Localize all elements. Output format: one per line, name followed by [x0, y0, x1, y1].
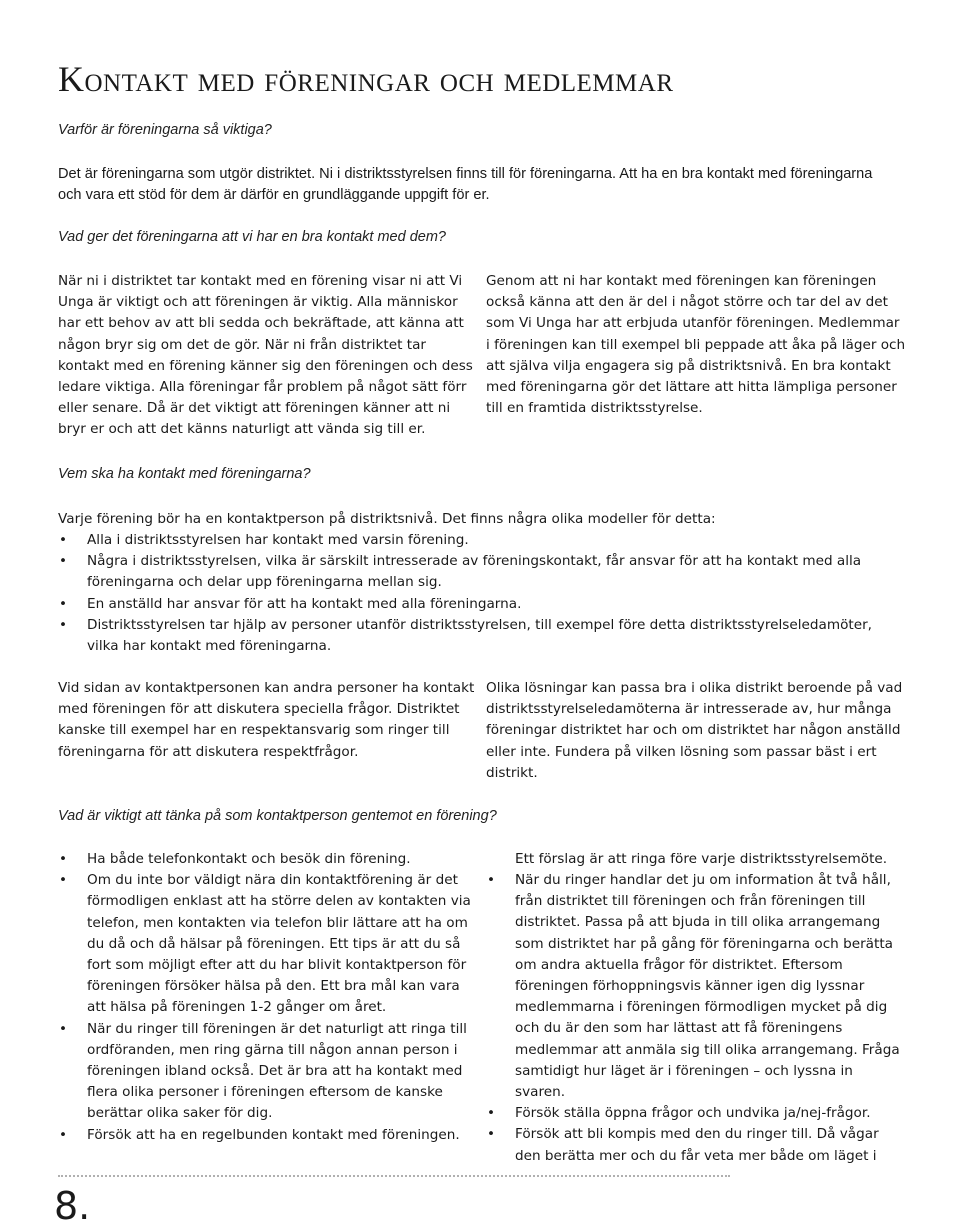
models-intro: Varje förening bör ha en kontaktperson på distriktsnivå. Det finns några olika modeller för detta: — [58, 511, 716, 527]
intro-paragraph: Det är föreningarna som utgör distriktet. Ni i distriktsstyrelsen finns till för föreningarna. Att ha en bra kontakt med föreningarna och vara ett stöd för dem är därför en grundläggande uppgift för er. — [58, 166, 873, 204]
list-item: • Försök ställa öppna frågor och undvika ja/nej-frågor. — [486, 1103, 902, 1124]
contact-benefit-left-paragraph: När ni i distriktet tar kontakt med en förening visar ni att Vi Unga är viktigt och att föreningen är viktig. Alla människor har ett behov av att bli sedda och bekräftade, att känna att någon bryr sig om det de gör. När ni från distriktet tar kontakt med en förening känner sig den föreningen och dess ledare viktiga. Alla föreningar får problem på något sätt förr eller senare. Då är det viktigt att föreningen känner att ni bryr er och att det känns naturligt att vända sig till er. — [58, 273, 473, 438]
list-item: • En anställd har ansvar för att ha kontakt med alla föreningarna. — [58, 594, 898, 615]
question-why-associations: Varför är föreningarna så viktiga? — [58, 122, 272, 138]
list-item: • Alla i distriktsstyrelsen har kontakt med varsin förening. — [58, 530, 898, 551]
question-who-contacts: Vem ska ha kontakt med föreningarna? — [58, 466, 311, 482]
solutions-right-paragraph: Olika lösningar kan passa bra i olika distrikt beroende på vad distriktsstyrelseledamöterna är intresserade av, hur många föreningar distriktet har och om distriktet har någon anställd eller inte. Fundera på vilken lösning som passar bäst i ert distrikt. — [486, 680, 903, 781]
tips-left-list — [58, 849, 478, 1146]
list-item: • När du ringer till föreningen är det naturligt att ringa till ordföranden, men ring gärna till någon annan person i föreningen ibland också. Det är bra att ha kontakt med flera olika personer i föreningen eftersom de kanske berättar olika saker för dig. — [58, 1019, 478, 1125]
list-item: • Distriktsstyrelsen tar hjälp av personer utanför distriktsstyrelsen, till exempel före detta distriktsstyrelseledamöter, vilka har kontakt med föreningarna. — [58, 615, 898, 657]
list-item: • Ha både telefonkontakt och besök din förening. — [58, 849, 478, 870]
question-what-contact-gives: Vad ger det föreningarna att vi har en bra kontakt med dem? — [58, 229, 446, 245]
page-title: Kontakt med föreningar och medlemmar — [58, 59, 674, 99]
models-list — [58, 530, 898, 657]
contact-person-left-paragraph: Vid sidan av kontaktpersonen kan andra personer ha kontakt med föreningen för att diskutera speciella frågor. Distriktet kanske till exempel har en respektansvarig som ringer till föreningarna för att diskutera respektfrågor. — [58, 680, 475, 760]
list-item: • Om du inte bor väldigt nära din kontaktförening är det förmodligen enklast att ha större delen av kontakten via telefon, men kontakten via telefon blir lättare att ha om du då och då hälsar på föreningen. Ett tips är att du så fort som möjligt efter att du har blivit kontaktperson för föreningen försöker hälsa på den. Ett bra mål kan vara att hälsa på föreningen 1-2 gånger om året. — [58, 870, 478, 1018]
footer-divider — [58, 1175, 730, 1177]
list-item: • Några i distriktsstyrelsen, vilka är särskilt intresserade av föreningskontakt, får ansvar för att ha kontakt med alla föreningarna och delar upp föreningarna mellan sig. — [58, 551, 898, 593]
list-item: • Försök att bli kompis med den du ringer till. Då vågar den berätta mer och du får veta mer både om läget i — [486, 1124, 902, 1166]
contact-benefit-right-paragraph: Genom att ni har kontakt med föreningen kan föreningen också känna att den är del i något större och tar del av det som Vi Unga har att erbjuda utanför föreningen. Medlemmar i föreningen kan till exempel bli peppade att åka på läger och att själva vilja engagera sig på distriktsnivå. En bra kontakt med föreningarna gör det lättare att hitta lämpliga personer till en framtida distriktsstyrelse. — [486, 273, 906, 417]
tips-right-list — [486, 870, 902, 1167]
list-item: • Försök att ha en regelbunden kontakt med föreningen. — [58, 1125, 478, 1146]
question-what-to-think-about: Vad är viktigt att tänka på som kontaktperson gentemot en förening? — [58, 808, 497, 824]
list-item: • När du ringer handlar det ju om information åt två håll, från distriktet till föreningen och från föreningen till distriktet. Passa på att bjuda in till olika arrangemang som distriktet har på gång för föreningarna och berätta om andra aktuella frågor för distriktet. Eftersom föreningen förhoppningsvis känner igen dig lyssnar medlemmarna i föreningen förmodligen mycket på dig och du är den som har lättast att få föreningens medlemmar att anmäla sig till olika arrangemang. Fråga samtidigt hur läget är i föreningen – och lyssna in svaren. — [486, 870, 902, 1103]
page-number: 8. — [54, 1184, 91, 1228]
tips-right-lead: Ett förslag är att ringa före varje distriktsstyrelsemöte. — [515, 851, 888, 867]
